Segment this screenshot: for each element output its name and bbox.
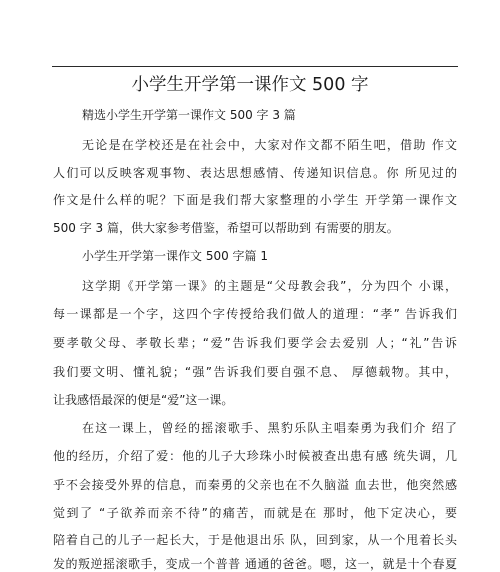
paragraph-line: 在这一课上，曾经的摇滚歌手、黑豹乐队主唱秦勇为我们介 绍了: [82, 421, 457, 435]
paragraph-line: 人们可以反映客观事物、表达思想感情、传递知识信息。你 所见过的: [53, 166, 457, 180]
paragraph-line: 作文是什么样的呢？下面是我们帮大家整理的小学生 开学第一课作文: [53, 193, 457, 207]
paragraph-line: 无论是在学校还是在社会中，大家对作文都不陌生吧，借助 作文: [82, 138, 457, 152]
paragraph-line: 陪着自己的儿子一起长大，于是他退出乐 队，回到家，从一个甩着长头: [53, 533, 457, 547]
paragraph-line: 乎不会接受外界的信息，而秦勇的父亲也在不久脑溢 血去世，他突然感: [53, 478, 457, 492]
paragraph-line: 发的叛逆摇滚歌手，变成一个普普 通通的爸爸。嗯，这一，就是十个春夏: [53, 557, 457, 571]
section-heading: 小学生开学第一课作文 500 字篇 1: [82, 249, 268, 263]
document-title: 小学生开学第一课作文 500 字: [131, 75, 369, 95]
paragraph-line: 500 字 3 篇，供大家参考借鉴，希望可以帮助到 有需要的朋友。: [53, 221, 399, 235]
paragraph-line: 觉到了 “子欲养而亲不待”的痛苦，而就是在 那时，他下定决心，要: [53, 506, 457, 520]
paragraph-line: 要孝敬父母、孝敬长辈；“爱”告诉我们要学会去爱别 人；“礼”告诉: [53, 336, 457, 350]
paragraph-line: 我们要文明、懂礼貌；“强”告诉我们要自强不息、 厚德载物。其中，: [53, 365, 457, 379]
header-rule: [52, 66, 458, 67]
paragraph-line: 每一课都是一个字，这四个字传授给我们做人的道理：“孝” 告诉我们: [53, 307, 457, 321]
paragraph-line: 他的经历，介绍了爱：他的儿子大珍珠小时候被查出患有感 统失调，几: [53, 449, 457, 463]
subtitle-line: 精选小学生开学第一课作文 500 字 3 篇: [82, 108, 296, 122]
paragraph-line: 让我感悟最深的便是“爱”这一课。: [53, 393, 234, 407]
paragraph-line: 这学期《开学第一课》的主题是“父母教会我”，分为四个 小课，: [82, 279, 457, 293]
